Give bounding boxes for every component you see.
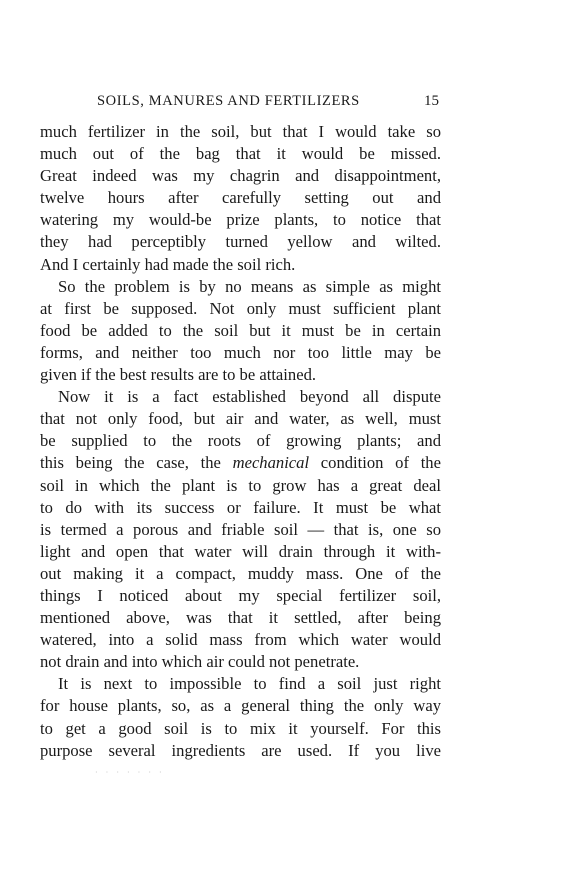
text-line: given if the best results are to be attained. — [40, 365, 317, 385]
scan-specks: · · · · · · · — [95, 768, 165, 777]
text-line — [40, 452, 441, 474]
text-segment: condition of the — [309, 453, 441, 473]
text-line: twelve hours after carefully setting out and — [40, 188, 441, 208]
text-segment: this being the case, the — [40, 453, 233, 473]
running-head — [40, 93, 460, 115]
italic-word: mechanical — [232, 453, 310, 473]
text-line: for house plants, so, as a general thing the only way — [40, 696, 441, 716]
text-line: purpose several ingredients are used. If you live — [40, 740, 441, 760]
text-line: much fertilizer in the soil, but that I would take so — [40, 122, 441, 141]
text-line: watered, into a solid mass from which water would — [40, 630, 441, 650]
text-line: forms, and neither too much nor too little may be — [40, 342, 441, 362]
text-line: not drain and into which air could not penetrate. — [40, 652, 360, 672]
running-title: SOILS, MANURES AND FERTILIZERS — [97, 93, 360, 109]
text-line: they had perceptibly turned yellow and wilted. — [40, 232, 441, 252]
text-line: So the problem is by no means as simple as might — [58, 276, 441, 296]
text-line: to do with its success or failure. It must be what — [40, 497, 441, 517]
text-line: mentioned above, was that it settled, after being — [40, 608, 441, 628]
text-line: at first be supposed. Not only must sufficient plant — [40, 298, 441, 318]
text-line: be supplied to the roots of growing plants; and — [40, 431, 441, 451]
text-line: soil in which the plant is to grow has a great deal — [40, 475, 441, 495]
text-line: watering my would-be prize plants, to notice that — [40, 210, 441, 230]
text-line: is termed a porous and friable soil — that is, one so — [40, 519, 441, 539]
text-line: And I certainly had made the soil rich. — [40, 254, 296, 274]
text-line: Great indeed was my chagrin and disappointment, — [40, 166, 441, 186]
text-line: out making it a compact, muddy mass. One of the — [40, 563, 441, 583]
text-line: much out of the bag that it would be missed. — [40, 144, 441, 164]
page-number: 15 — [424, 93, 439, 109]
text-line: food be added to the soil but it must be in certain — [40, 320, 441, 340]
text-line: that not only food, but air and water, as well, must — [40, 409, 441, 429]
text-line: Now it is a fact established beyond all dispute — [58, 387, 441, 407]
text-line: things I noticed about my special fertilizer soil, — [40, 585, 441, 605]
text-line: to get a good soil is to mix it yourself. For this — [40, 718, 441, 738]
text-line: It is next to impossible to find a soil just right — [58, 674, 441, 694]
body-text — [40, 121, 441, 762]
text-line: light and open that water will drain through it with- — [40, 541, 441, 561]
